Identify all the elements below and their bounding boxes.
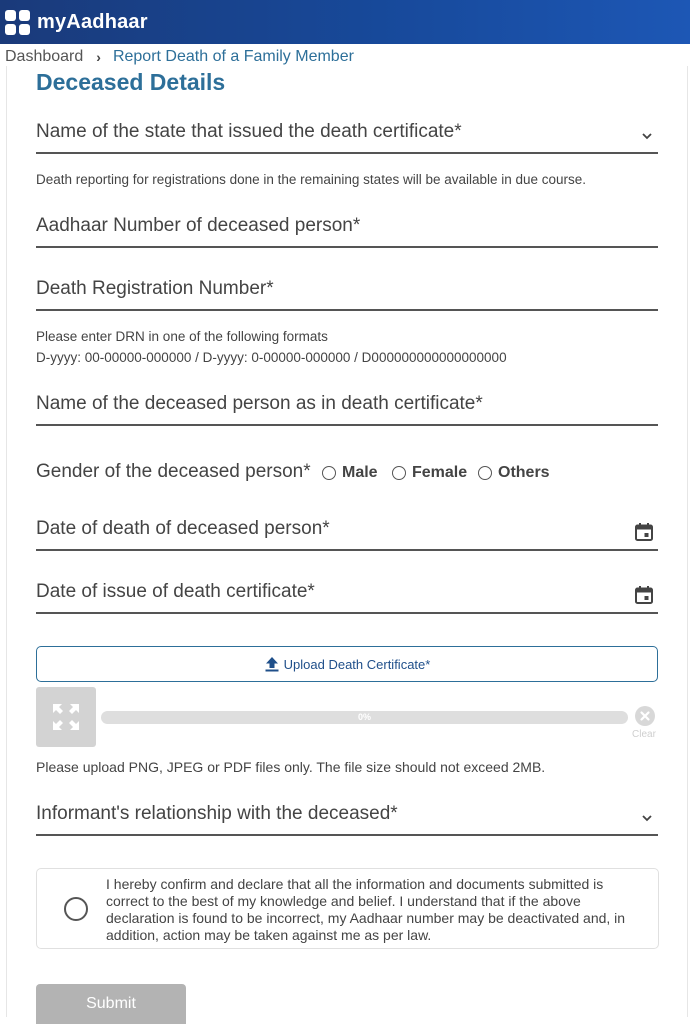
upload-certificate-button[interactable] xyxy=(36,646,658,682)
state-helper-text: Death reporting for registrations done in the remaining states will be available in due course. xyxy=(36,172,587,187)
content-frame-left xyxy=(6,66,7,1017)
expand-icon xyxy=(52,703,80,731)
app-header xyxy=(0,0,690,44)
drn-helper-line2: D-yyyy: 00-00000-000000 / D-yyyy: 0-00000-000000 / D000000000000000000 xyxy=(36,350,507,365)
deceased-name-input[interactable] xyxy=(36,388,658,426)
declaration-text: I hereby confirm and declare that all the information and documents submitted is correct to the best of my knowledge and belief. I understand that if the above declaration is found to be incorrect, my Aadhaar number may be deactivated and, in addition, action may be taken against me as per law. xyxy=(106,876,626,943)
drn-label: Death Registration Number* xyxy=(36,278,274,299)
submit-button[interactable]: Submit xyxy=(36,984,186,1024)
chevron-down-icon xyxy=(640,129,654,143)
upload-arrow-icon xyxy=(264,656,280,672)
relationship-select[interactable] xyxy=(36,798,658,836)
radio-icon[interactable] xyxy=(392,466,406,480)
gender-option-female[interactable] xyxy=(392,464,467,482)
gender-option-male[interactable] xyxy=(322,464,378,482)
gender-option-label: Female xyxy=(412,464,468,481)
breadcrumb-current: Report Death of a Family Member xyxy=(112,48,354,65)
radio-icon[interactable] xyxy=(322,466,336,480)
state-select-label: Name of the state that issued the death certificate* xyxy=(36,121,462,142)
gender-option-label: Others xyxy=(498,464,550,481)
issue-date-label: Date of issue of death certificate* xyxy=(36,581,315,602)
grid-logo-icon xyxy=(5,10,31,36)
relationship-select-label: Informant's relationship with the deceased* xyxy=(36,803,398,824)
aadhaar-number-input[interactable] xyxy=(36,210,658,248)
declaration-radio[interactable] xyxy=(64,897,88,921)
upload-button-label: Upload Death Certificate* xyxy=(283,656,431,672)
content-frame-right xyxy=(687,66,688,1017)
state-select[interactable] xyxy=(36,116,658,154)
gender-option-label: Male xyxy=(342,464,378,481)
clear-upload-button[interactable]: Clear xyxy=(632,729,656,740)
deceased-name-label: Name of the deceased person as in death certificate* xyxy=(36,393,483,414)
gender-label: Gender of the deceased person* xyxy=(36,461,311,482)
death-date-input[interactable] xyxy=(36,513,658,551)
death-date-label: Date of death of deceased person* xyxy=(36,518,330,539)
issue-date-input[interactable] xyxy=(36,576,658,614)
calendar-icon[interactable] xyxy=(634,585,654,605)
upload-progress-bar xyxy=(101,711,628,724)
drn-input[interactable] xyxy=(36,273,658,311)
close-circle-icon[interactable] xyxy=(635,706,655,726)
section-title: Deceased Details xyxy=(36,69,226,95)
gender-option-others[interactable] xyxy=(478,464,550,482)
upload-progress-text: 0% xyxy=(357,712,371,722)
breadcrumb-separator: › xyxy=(96,49,101,65)
breadcrumb-dashboard-link[interactable]: Dashboard xyxy=(5,48,84,65)
file-preview-thumbnail[interactable] xyxy=(36,687,96,747)
drn-helper-line1: Please enter DRN in one of the following formats xyxy=(36,329,328,344)
upload-helper-text: Please upload PNG, JPEG or PDF files only. The file size should not exceed 2MB. xyxy=(36,759,546,775)
calendar-icon[interactable] xyxy=(634,522,654,542)
breadcrumb xyxy=(5,47,354,67)
chevron-down-icon xyxy=(640,811,654,825)
radio-icon[interactable] xyxy=(478,466,492,480)
aadhaar-number-label: Aadhaar Number of deceased person* xyxy=(36,215,361,236)
gender-radio-group xyxy=(36,460,658,486)
declaration-box xyxy=(36,868,659,949)
app-title[interactable]: myAadhaar xyxy=(37,11,148,33)
